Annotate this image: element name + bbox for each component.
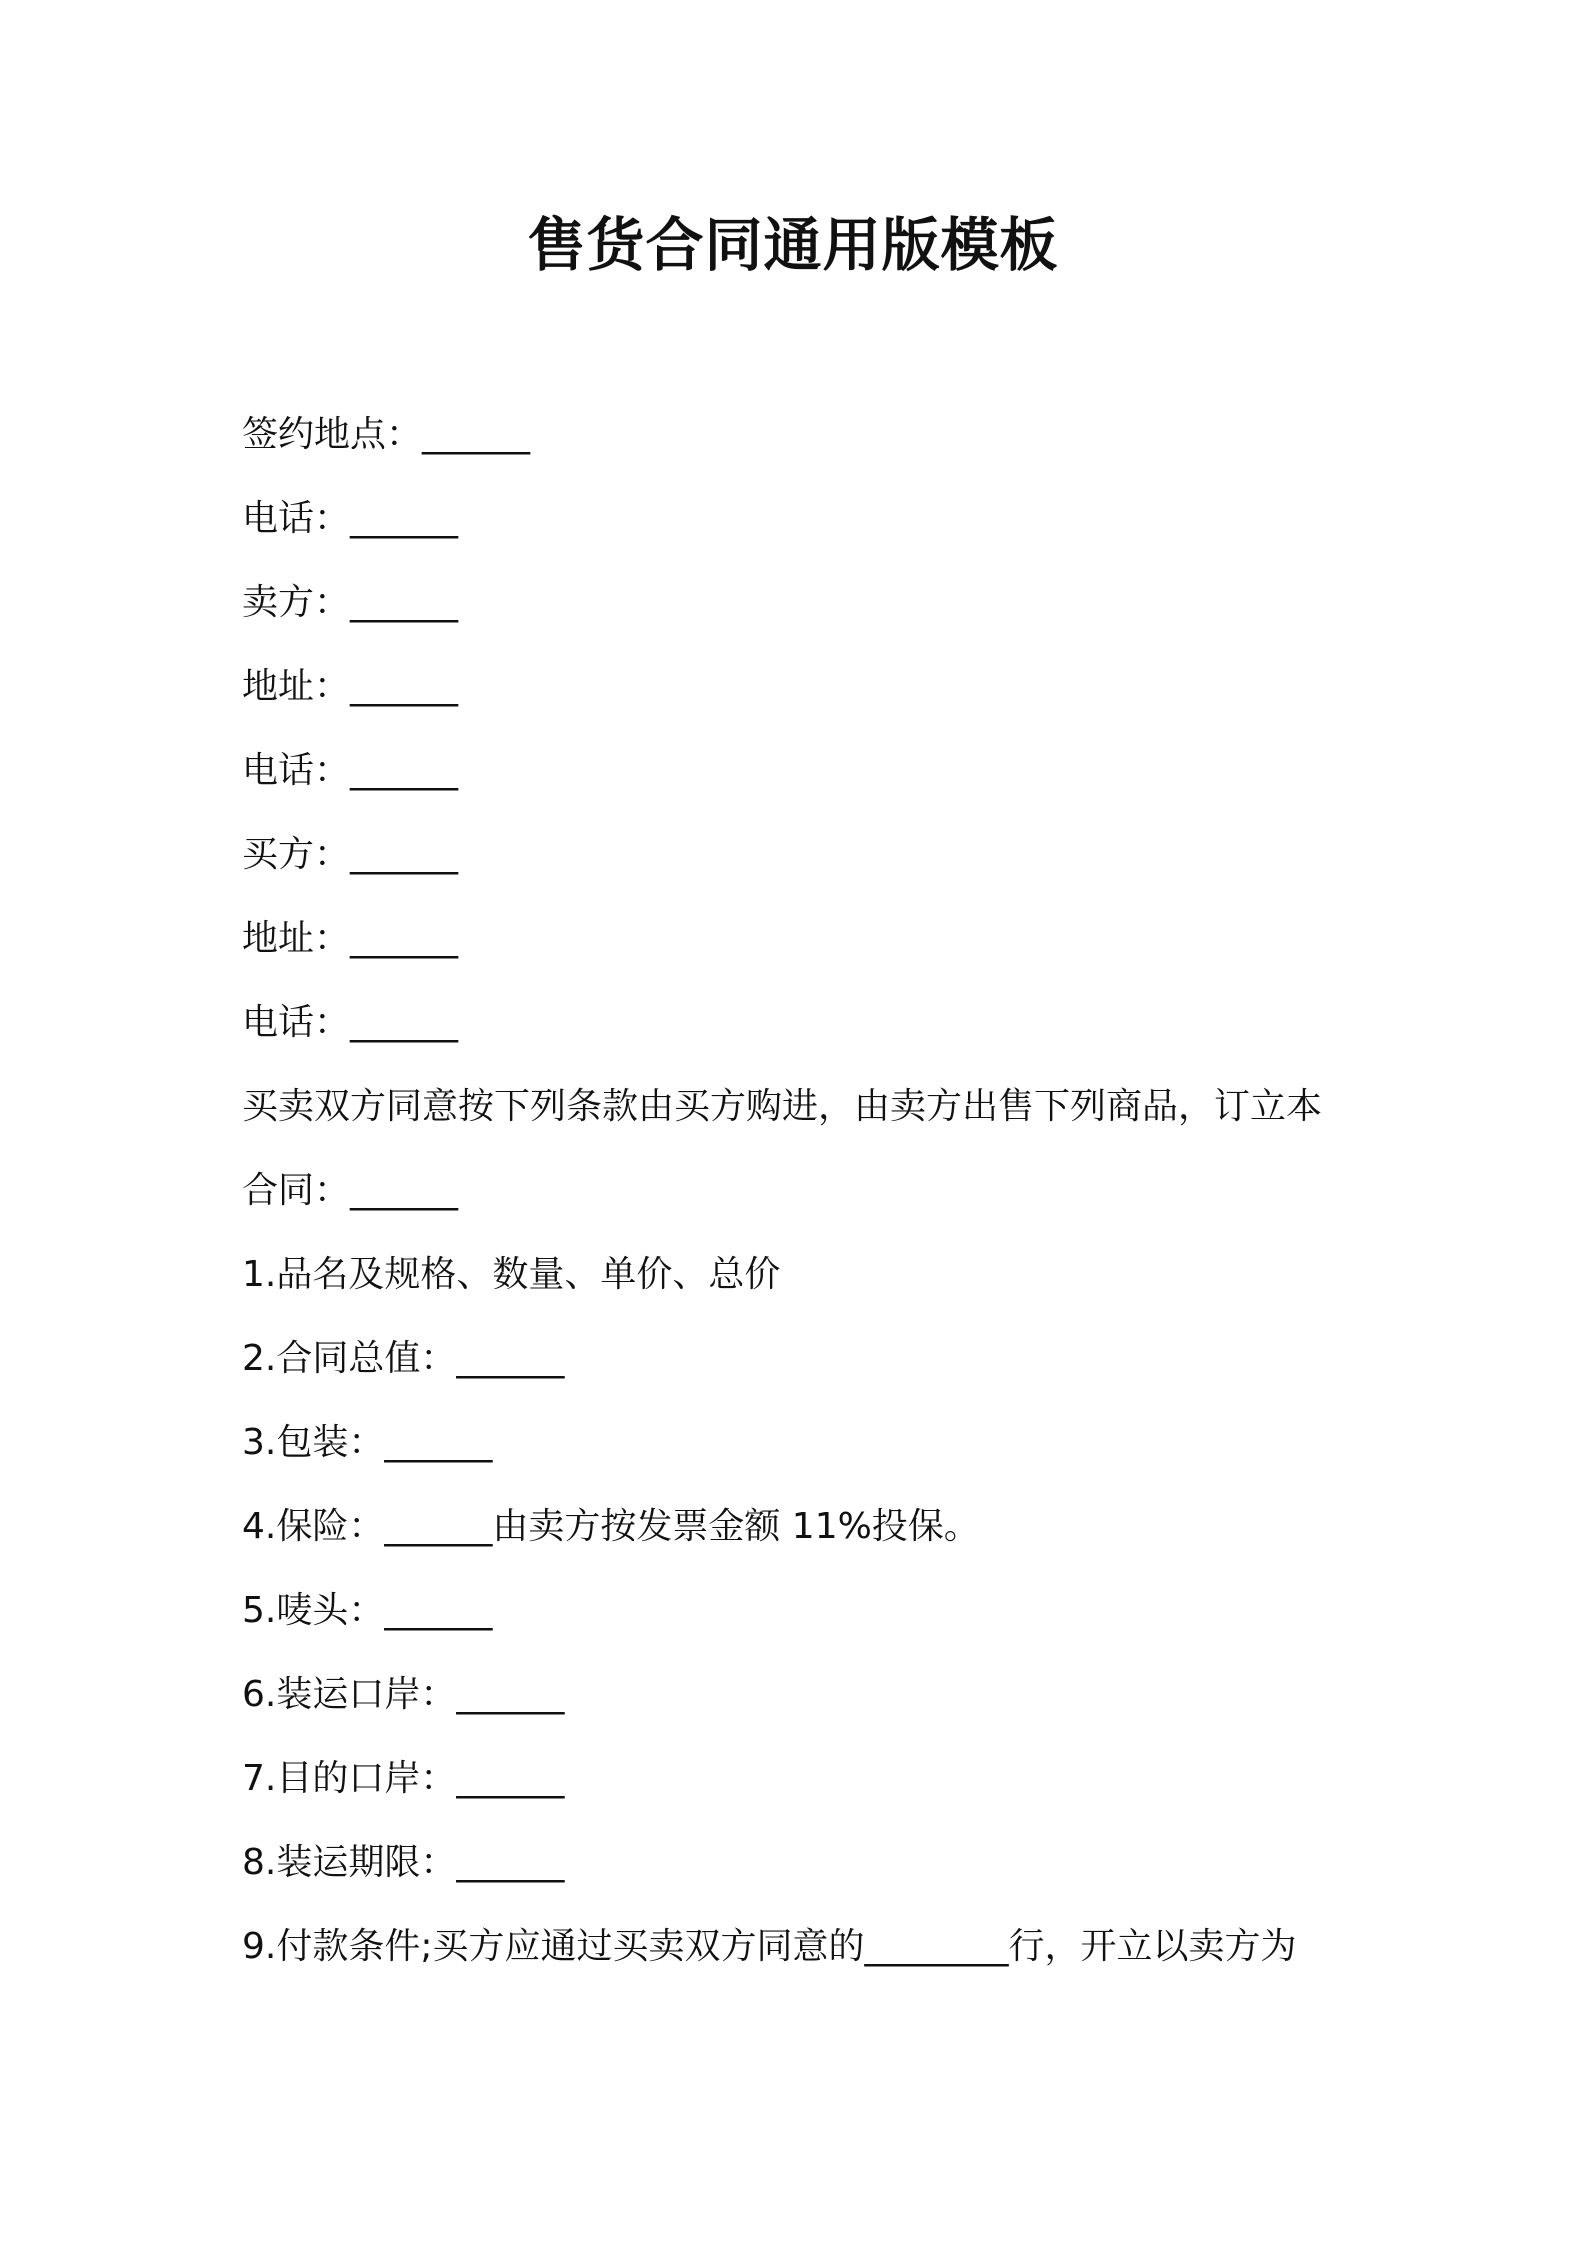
line-contract: 合同：______: [242, 1170, 459, 1211]
line-phone-1: 电话：______: [242, 498, 459, 539]
clause-2-total-value: 2.合同总值：______: [242, 1338, 565, 1379]
clause-8-shipment-period: 8.装运期限：______: [242, 1842, 565, 1883]
line-agreement-intro: 买卖双方同意按下列条款由买方购进，由卖方出售下列商品，订立本: [242, 1086, 1323, 1127]
clause-6-loading-port: 6.装运口岸：______: [242, 1674, 565, 1715]
contract-body: [242, 405, 1372, 2001]
line-buyer: 买方：______: [242, 834, 459, 875]
line-seller-phone: 电话：______: [242, 750, 459, 791]
line-signing-place: 签约地点：______: [242, 414, 531, 455]
clause-9-payment-terms: 9.付款条件;买方应通过买卖双方同意的________行，开立以卖方为: [242, 1926, 1297, 1967]
clause-5-marks: 5.唛头：______: [242, 1590, 493, 1631]
clause-4-insurance: 4.保险：______由卖方按发票金额 11%投保。: [242, 1506, 980, 1547]
line-seller: 卖方：______: [242, 582, 459, 623]
clause-1-goods: 1.品名及规格、数量、单价、总价: [242, 1254, 781, 1295]
clause-3-packing: 3.包装：______: [242, 1422, 493, 1463]
line-buyer-phone: 电话：______: [242, 1002, 459, 1043]
line-seller-address: 地址：______: [242, 666, 459, 707]
document-title: 售货合同通用版模板: [527, 211, 1059, 279]
line-buyer-address: 地址：______: [242, 918, 459, 959]
clause-7-destination-port: 7.目的口岸：______: [242, 1758, 565, 1799]
